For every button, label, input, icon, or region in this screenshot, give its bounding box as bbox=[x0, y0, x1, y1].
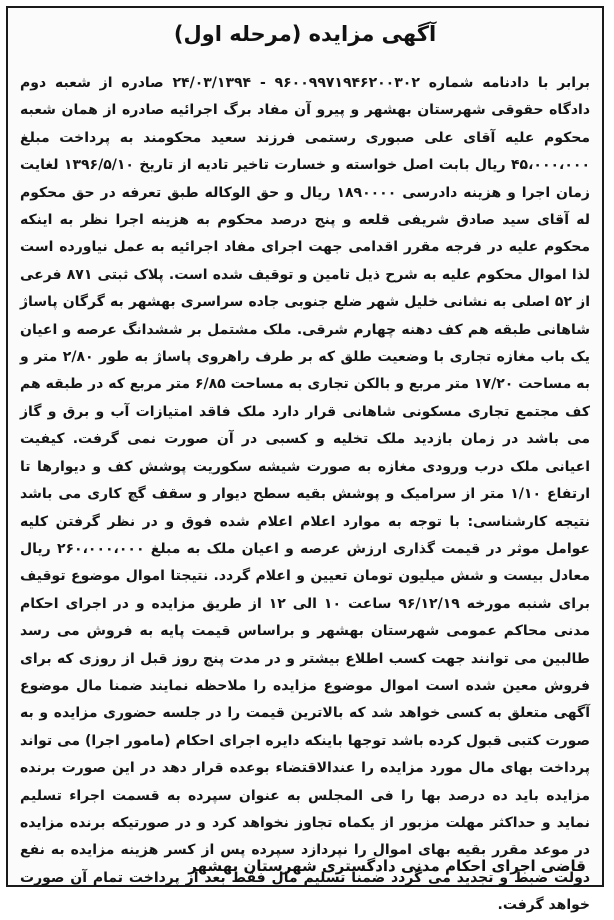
notice-signature: قاضی اجرای احکام مدنی دادگستری شهرستان بهشهر bbox=[188, 857, 586, 875]
notice-title: آگهی مزایده (مرحله اول) bbox=[173, 22, 437, 46]
notice-body: برابر با دادنامه شماره ۹۶۰۰۹۹۷۱۹۴۶۲۰۰۳۰۲ - ۲۴/۰۳/۱۳۹۴ صادره از شعبه دوم دادگاه حقوقی شهرستان بهشهر و پیرو آن مفاد برگ اجرائیه صادره از همان شعبه محکوم علیه آقای علی صبوری رستمی فرزند سعید محکومند به پرداخت مبلغ ۴۵،۰۰۰،۰۰۰ ریال بابت اصل خواسته و خسارت تاخیر تادیه از تاریخ ۱۳۹۶/۵/۱۰ لغایت زمان اجرا و هزینه دادرسی ۱۸۹۰۰۰۰ ریال و حق الوکاله طبق تعرفه در حق محکوم له آقای سید صادق شریفی قلعه و پنج درصد محکوم به هزینه اجرا نظر به اینکه محکوم علیه در فرجه مقرر اقدامی جهت اجرای مفاد اجرائیه به عمل نیاورده است لذا اموال محکوم علیه به شرح ذیل تامین و توقیف شده است. پلاک ثبتی ۸۷۱ فرعی از ۵۲ اصلی به نشانی خلیل شهر ضلع جنوبی جاده سراسری بهشهر به گرگان پاساژ شاهانی طبقه هم کف دهنه چهارم شرقی. ملک مشتمل بر ششدانگ عرصه و اعیان یک باب مغازه تجاری با وضعیت طلق که بر طرف راهروی پاساژ به طور ۲/۸۰ متر و به مساحت ۱۷/۲۰ متر مربع و بالکن تجاری به مساحت ۶/۸۵ متر مربع که در طبقه هم کف مجتمع تجاری مسکونی شاهانی قرار دارد ملک فاقد امتیازات آب و برق و گاز می باشد در زمان بازدید ملک تخلیه و کسبی در آن صورت نمی گرفت. کیفیت اعیانی ملک درب ورودی مغازه به صورت شیشه سکوریت پوشش کف و دیوارها تا ارتفاع ۱/۱۰ متر از سرامیک و پوشش بقیه سطح دیوار و سقف گچ کاری می باشد نتیجه کارشناسی: با توجه به موارد اعلام اعلام شده فوق و در نظر گرفتن کلیه عوامل موثر در قیمت گذاری ارزش عرصه و اعیان ملک به مبلغ ۲۶۰،۰۰۰،۰۰۰ ریال معادل بیست و شش میلیون تومان تعیین و اعلام گردد. نتیجتا اموال موضوع توقیف برای شنبه مورخه ۹۶/۱۲/۱۹ ساعت ۱۰ الی ۱۲ از طریق مزایده و در اجرای احکام مدنی محاکم عمومی شهرستان بهشهر و براساس قیمت پایه به فروش می رسد طالبین می توانند جهت کسب اطلاع بیشتر و در مدت پنج روز قبل از روزی که برای فروش معین شده است اموال موضوع مزایده را ملاحظه نمایند ضمنا مال موضوع آگهی متعلق به کسی خواهد شد که بالاترین قیمت را در جلسه حضوری مزایده و به صورت کتبی قبول کرده باشد توجها باینکه دایره اجرای احکام (مامور اجرا) می تواند پرداخت بهای مال مورد مزایده را عندالاقتضاء بوعده قرار دهد در این صورت برنده مزایده باید ده درصد بها را فی المجلس به عنوان سپرده به قسمت اجراء تسلیم نماید و حداکثر مهلت مزبور از یکماه تجاوز نخواهد کرد و در صورتیکه برنده مزایده در موعد مقرر بقیه بهای اموال را نپردازد سپرده پس از کسر هزینه مزایده به نفع دولت ضبط و تجدید می گردد ضمنا تسلیم مال فقط بعد از پرداخت تمام آن صورت خواهد گرفت. bbox=[20, 75, 591, 914]
auction-notice bbox=[6, 6, 604, 914]
